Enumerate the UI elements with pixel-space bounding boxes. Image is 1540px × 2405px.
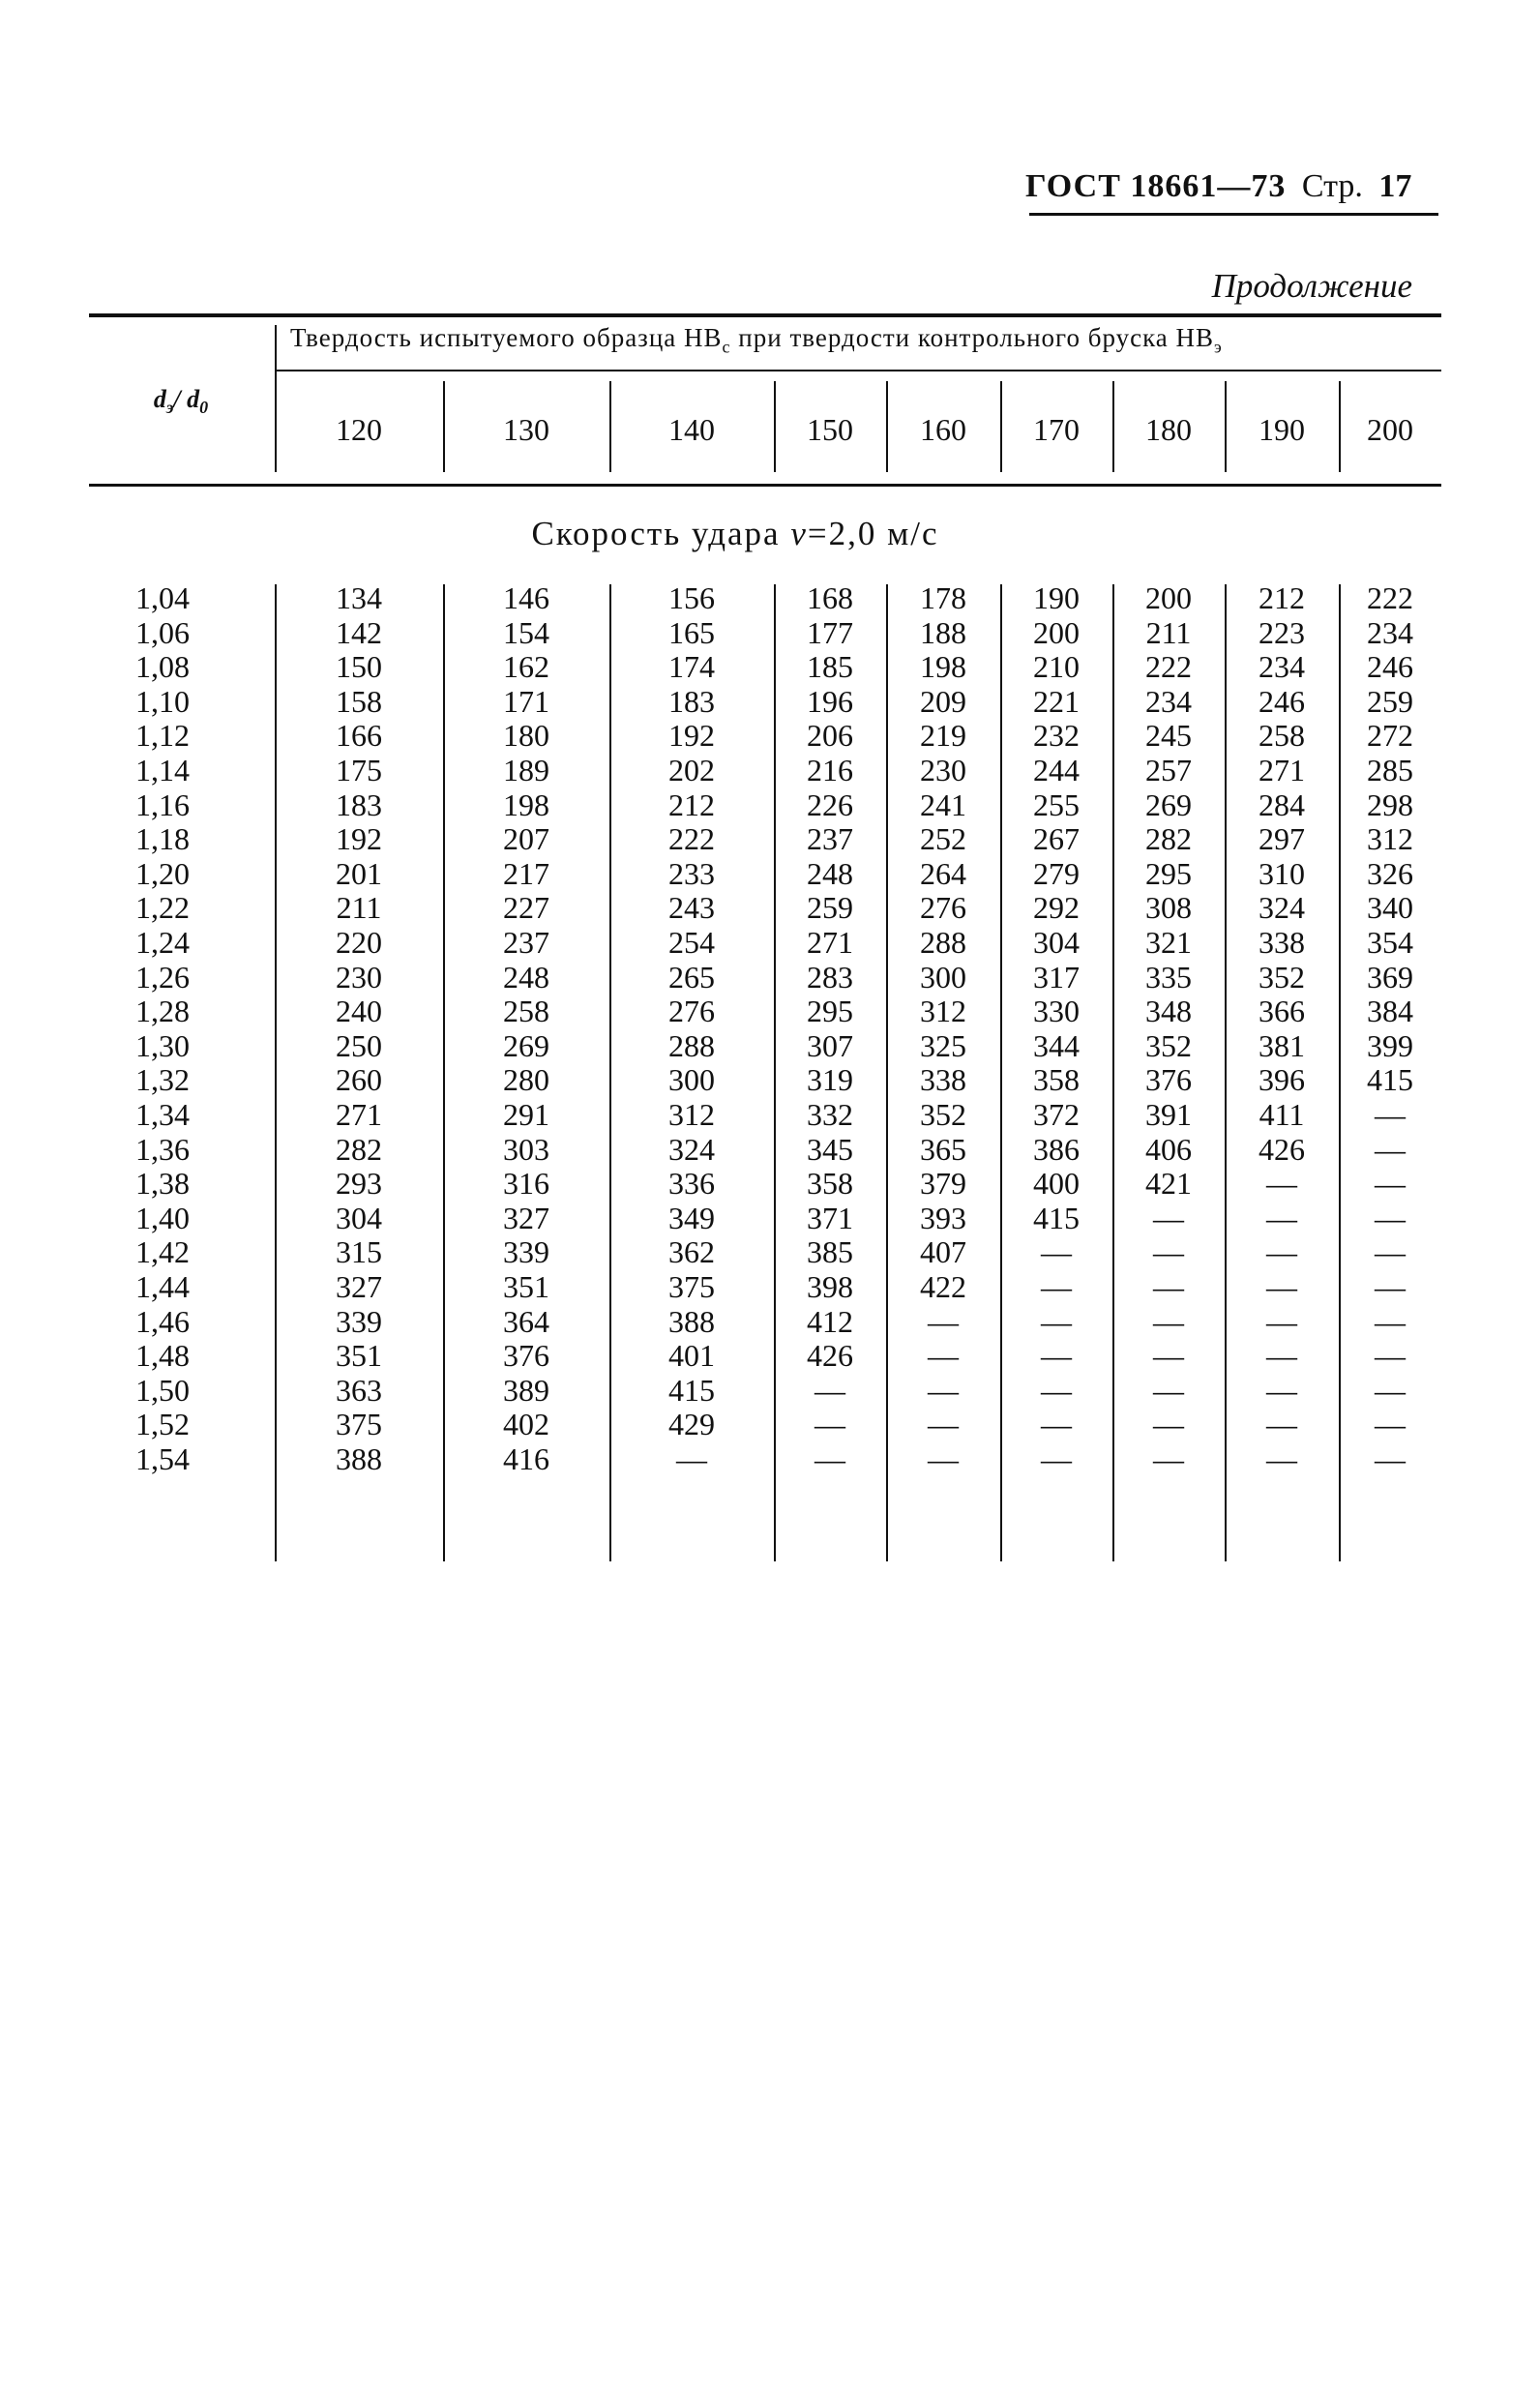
continuation-label: Продолжение [1211, 267, 1412, 305]
table-cell: 134 [336, 580, 382, 615]
table-cell: 166 [336, 718, 382, 754]
table-cell: — [1041, 1269, 1072, 1304]
table-cell: 258 [503, 994, 549, 1029]
table-cell: 217 [503, 855, 549, 891]
table-cell: 280 [503, 1062, 549, 1098]
table-cell: — [1153, 1200, 1184, 1235]
table-cell: 304 [336, 1200, 382, 1235]
table-cell: 352 [920, 1097, 966, 1132]
table-cell: 233 [668, 855, 715, 891]
table-cell: 422 [920, 1269, 966, 1304]
table-cell: — [676, 1441, 707, 1476]
table-cell: — [1375, 1269, 1406, 1304]
table-cell: 335 [1145, 959, 1192, 995]
table-cell: 192 [668, 718, 715, 754]
table-cell: 269 [503, 1027, 549, 1063]
table-cell: 196 [807, 683, 853, 719]
row-label: 1,16 [135, 787, 190, 822]
table-cell: 407 [920, 1234, 966, 1270]
table-cell: 351 [503, 1269, 549, 1304]
table-cell: 400 [1033, 1166, 1080, 1202]
header-divider [275, 325, 277, 472]
row-label: 1,08 [135, 649, 190, 685]
table-cell: 348 [1145, 994, 1192, 1029]
table-cell: 399 [1367, 1027, 1413, 1063]
table-cell: 307 [807, 1027, 853, 1063]
table-top-rule [89, 313, 1441, 317]
table-cell: 271 [1259, 753, 1305, 787]
table-cell: — [1375, 1303, 1406, 1339]
table-cell: 168 [807, 580, 853, 615]
table-cell: 240 [336, 994, 382, 1029]
table-cell: 324 [1259, 890, 1305, 926]
page-header [1025, 163, 1441, 211]
table-cell: 257 [1145, 753, 1192, 787]
table-cell: — [1375, 1097, 1406, 1132]
table-cell: 219 [920, 718, 966, 754]
table-cell: — [1153, 1234, 1184, 1270]
page-number: 17 [1378, 168, 1412, 204]
table-cell: 200 [1145, 580, 1192, 615]
table-cell: 293 [336, 1166, 382, 1202]
table-cell: 230 [336, 959, 382, 995]
table-cell: 162 [503, 649, 549, 685]
table-cell: — [1266, 1234, 1297, 1270]
table-cell: 332 [807, 1097, 853, 1132]
row-header: $d_э/$ $d_0$ [153, 385, 209, 418]
table-cell: 202 [668, 753, 715, 787]
table-cell: 366 [1259, 994, 1305, 1029]
page-label: Стр. [1301, 168, 1363, 204]
table-cell: 354 [1367, 925, 1413, 960]
table-cell: — [1041, 1372, 1072, 1408]
table-cell: 212 [1259, 580, 1305, 615]
row-label: 1,50 [135, 1372, 190, 1408]
table-cell: 312 [920, 994, 966, 1029]
table-cell: 154 [503, 614, 549, 650]
table-cell: 241 [920, 787, 966, 822]
table-cell: 321 [1145, 925, 1192, 960]
table-cell: 300 [920, 959, 966, 995]
table-cell: 189 [503, 753, 549, 787]
row-label: 1,48 [135, 1338, 190, 1374]
row-label: 1,42 [135, 1234, 190, 1270]
table-cell: 198 [920, 649, 966, 685]
group-header-rule [275, 370, 1441, 371]
table-cell: 426 [807, 1338, 853, 1374]
table-cell: 209 [920, 683, 966, 719]
table-cell: 192 [336, 821, 382, 857]
table-cell: 364 [503, 1303, 549, 1339]
table-cell: 351 [336, 1338, 382, 1374]
header-divider [1225, 381, 1227, 472]
table-cell: 259 [807, 890, 853, 926]
table-cell: 211 [336, 890, 382, 926]
table-cell: 142 [336, 614, 382, 650]
table-cell: 358 [1033, 1062, 1080, 1098]
table-cell: 393 [920, 1200, 966, 1235]
row-label: 1,12 [135, 718, 190, 754]
table-cell: 201 [336, 855, 382, 891]
table-cell: — [814, 1441, 845, 1476]
table-cell: 223 [1259, 614, 1305, 650]
table-cell: 291 [503, 1097, 549, 1132]
table-cell: 279 [1033, 855, 1080, 891]
table-cell: 421 [1145, 1166, 1192, 1202]
table-cell: 379 [920, 1166, 966, 1202]
table-cell: 272 [1367, 718, 1413, 754]
table-cell: 198 [503, 787, 549, 822]
column-header: 120 [336, 412, 382, 447]
row-label: 1,18 [135, 821, 190, 857]
table-cell: 212 [668, 787, 715, 822]
table-cell: 271 [336, 1097, 382, 1132]
table-cell: 246 [1367, 649, 1413, 685]
table-cell: 269 [1145, 787, 1192, 822]
table-cell: 352 [1145, 1027, 1192, 1063]
table-cell: 265 [668, 959, 715, 995]
table-cell: 327 [503, 1200, 549, 1235]
table-cell: — [928, 1303, 959, 1339]
table-cell: 188 [920, 614, 966, 650]
table-cell: 300 [668, 1062, 715, 1098]
table-cell: 250 [336, 1027, 382, 1063]
column-header: 200 [1367, 412, 1413, 447]
table-cell: 388 [336, 1441, 382, 1476]
table-cell: — [1266, 1166, 1297, 1202]
table-cell: 303 [503, 1131, 549, 1167]
table-cell: 308 [1145, 890, 1192, 926]
table-cell: 315 [336, 1234, 382, 1270]
table-cell: 282 [336, 1131, 382, 1167]
table-cell: 376 [503, 1338, 549, 1374]
table-cell: 248 [503, 959, 549, 995]
table-cell: — [1266, 1441, 1297, 1476]
table-cell: 237 [807, 821, 853, 857]
table-cell: 165 [668, 614, 715, 650]
table-cell: 304 [1033, 925, 1080, 960]
row-label: 1,38 [135, 1166, 190, 1202]
table-cell: — [1375, 1407, 1406, 1442]
table-cell: — [1041, 1338, 1072, 1374]
table-cell: 338 [1259, 925, 1305, 960]
table-cell: 254 [668, 925, 715, 960]
table-cell: 292 [1033, 890, 1080, 926]
row-label: 1,52 [135, 1407, 190, 1442]
table-cell: 295 [1145, 855, 1192, 891]
table-cell: 336 [668, 1166, 715, 1202]
table-cell: — [1153, 1269, 1184, 1304]
table-cell: — [928, 1407, 959, 1442]
column-header: 170 [1033, 412, 1080, 447]
table-cell: 391 [1145, 1097, 1192, 1132]
header-divider [1339, 381, 1341, 472]
table-cell: 372 [1033, 1097, 1080, 1132]
table-cell: 260 [336, 1062, 382, 1098]
table-cell: 317 [1033, 959, 1080, 995]
header-divider [443, 381, 445, 472]
column-header: 160 [920, 412, 966, 447]
table-cell: 312 [1367, 821, 1413, 857]
table-cell: 171 [503, 683, 549, 719]
table-cell: — [1266, 1407, 1297, 1442]
table-cell: 298 [1367, 787, 1413, 822]
table-cell: 221 [1033, 683, 1080, 719]
column-group-header: Твердость испытуемого образца $HB_c$ при твердости контрольного бруска $HB_э$ [290, 323, 1223, 357]
table-cell: — [1375, 1372, 1406, 1408]
table-cell: 227 [503, 890, 549, 926]
table-cell: 220 [336, 925, 382, 960]
table-cell: 415 [668, 1372, 715, 1408]
table-cell: 426 [1259, 1131, 1305, 1167]
table-cell: — [1153, 1303, 1184, 1339]
table-cell: 234 [1259, 649, 1305, 685]
table-cell: 234 [1145, 683, 1192, 719]
header-divider [1000, 381, 1002, 472]
table-cell: 271 [807, 925, 853, 960]
header-divider [609, 381, 611, 472]
table-cell: 190 [1033, 580, 1080, 615]
table-cell: — [1375, 1200, 1406, 1235]
table-cell: — [1041, 1441, 1072, 1476]
table-cell: — [1266, 1269, 1297, 1304]
table-cell: 222 [1145, 649, 1192, 685]
table-cell: 248 [807, 855, 853, 891]
row-label: 1,04 [135, 580, 190, 615]
table-cell: — [928, 1441, 959, 1476]
table-cell: — [1375, 1131, 1406, 1167]
table-cell: 246 [1259, 683, 1305, 719]
row-label: 1,26 [135, 959, 190, 995]
table-cell: 146 [503, 580, 549, 615]
table-cell: — [1375, 1441, 1406, 1476]
table-cell: 285 [1367, 753, 1413, 787]
table-cell: 389 [503, 1372, 549, 1408]
table-cell: 210 [1033, 649, 1080, 685]
table-cell: 232 [1033, 718, 1080, 754]
table-cell: 352 [1259, 959, 1305, 995]
column-header: 180 [1145, 412, 1192, 447]
row-label: 1,10 [135, 683, 190, 719]
table-cell: 276 [668, 994, 715, 1029]
table-cell: 183 [336, 787, 382, 822]
table-cell: — [928, 1372, 959, 1408]
table-cell: 158 [336, 683, 382, 719]
table-cell: 398 [807, 1269, 853, 1304]
table-cell: — [1153, 1407, 1184, 1442]
table-cell: 211 [1145, 614, 1192, 650]
table-cell: 222 [1367, 580, 1413, 615]
table-cell: 230 [920, 753, 966, 787]
table-cell: 402 [503, 1407, 549, 1442]
table-cell: 288 [668, 1027, 715, 1063]
table-cell: 349 [668, 1200, 715, 1235]
table-cell: 177 [807, 614, 853, 650]
table-cell: — [814, 1372, 845, 1408]
table-cell: — [1266, 1200, 1297, 1235]
table-cell: 365 [920, 1131, 966, 1167]
row-label: 1,44 [135, 1269, 190, 1304]
table-cell: 200 [1033, 614, 1080, 650]
table-cell: — [1266, 1338, 1297, 1374]
header-divider [886, 381, 888, 472]
section-title: Скорость удара v=2,0 м/с [531, 515, 939, 552]
row-label: 1,36 [135, 1131, 190, 1167]
header-rule [1029, 213, 1438, 216]
table-cell: 339 [503, 1234, 549, 1270]
row-label: 1,54 [135, 1441, 190, 1476]
table-cell: 295 [807, 994, 853, 1029]
table-cell: 206 [807, 718, 853, 754]
table-cell: — [1375, 1338, 1406, 1374]
table-cell: 330 [1033, 994, 1080, 1029]
table-cell: 222 [668, 821, 715, 857]
table-cell: 412 [807, 1303, 853, 1339]
table-cell: 363 [336, 1372, 382, 1408]
table-cell: 344 [1033, 1027, 1080, 1063]
row-label: 1,14 [135, 753, 190, 787]
table-cell: 339 [336, 1303, 382, 1339]
table-cell: 338 [920, 1062, 966, 1098]
row-label: 1,22 [135, 890, 190, 926]
table-cell: 381 [1259, 1027, 1305, 1063]
table-cell: 415 [1367, 1062, 1413, 1098]
table-cell: — [1041, 1234, 1072, 1270]
table-cell: 369 [1367, 959, 1413, 995]
table-cell: 243 [668, 890, 715, 926]
table-cell: 150 [336, 649, 382, 685]
table-cell: 416 [503, 1441, 549, 1476]
table-cell: — [1153, 1338, 1184, 1374]
header-bottom-rule [89, 484, 1441, 487]
table-cell: 384 [1367, 994, 1413, 1029]
table-cell: 396 [1259, 1062, 1305, 1098]
table-cell: — [1375, 1166, 1406, 1202]
table-cell: 319 [807, 1062, 853, 1098]
table-cell: 234 [1367, 614, 1413, 650]
table-cell: 310 [1259, 855, 1305, 891]
table-cell: 216 [807, 753, 853, 787]
row-label: 1,32 [135, 1062, 190, 1098]
column-header: 190 [1259, 412, 1305, 447]
table-cell: 327 [336, 1269, 382, 1304]
row-label: 1,40 [135, 1200, 190, 1235]
header-divider [1112, 381, 1114, 472]
column-header: 140 [668, 412, 715, 447]
document-number: ГОСТ 18661—73 [1025, 168, 1287, 204]
table-cell: 283 [807, 959, 853, 995]
table-cell: — [814, 1407, 845, 1442]
table-cell: 406 [1145, 1131, 1192, 1167]
table-cell: 411 [1259, 1097, 1305, 1132]
table-cell: 226 [807, 787, 853, 822]
table-cell: 371 [807, 1200, 853, 1235]
table-cell: — [1266, 1372, 1297, 1408]
table-cell: 375 [336, 1407, 382, 1442]
table-cell: 245 [1145, 718, 1192, 754]
table-cell: 386 [1033, 1131, 1080, 1167]
table-cell: 258 [1259, 718, 1305, 754]
row-label: 1,20 [135, 855, 190, 891]
row-label: 1,30 [135, 1027, 190, 1063]
table-cell: 183 [668, 683, 715, 719]
row-label: 1,46 [135, 1303, 190, 1339]
table-cell: 316 [503, 1166, 549, 1202]
table-cell: 282 [1145, 821, 1192, 857]
table-cell: — [928, 1338, 959, 1374]
table-cell: 358 [807, 1166, 853, 1202]
table-cell: 174 [668, 649, 715, 685]
table-cell: 375 [668, 1269, 715, 1304]
table-cell: — [1041, 1303, 1072, 1339]
table-cell: 297 [1259, 821, 1305, 857]
table-cell: 267 [1033, 821, 1080, 857]
table-cell: 312 [668, 1097, 715, 1132]
table-cell: 175 [336, 753, 382, 787]
table-cell: 252 [920, 821, 966, 857]
table-cell: 362 [668, 1234, 715, 1270]
table-cell: 178 [920, 580, 966, 615]
table-cell: — [1375, 1234, 1406, 1270]
table-cell: 288 [920, 925, 966, 960]
column-header: 150 [807, 412, 853, 447]
row-label: 1,34 [135, 1097, 190, 1132]
table-cell: — [1153, 1441, 1184, 1476]
table-cell: 180 [503, 718, 549, 754]
table-cell: 388 [668, 1303, 715, 1339]
column-header: 130 [503, 412, 549, 447]
table-cell: 284 [1259, 787, 1305, 822]
table-cell: 156 [668, 580, 715, 615]
table-cell: 264 [920, 855, 966, 891]
table-cell: — [1266, 1303, 1297, 1339]
table-cell: 385 [807, 1234, 853, 1270]
table-cell: 376 [1145, 1062, 1192, 1098]
table-cell: 244 [1033, 753, 1080, 787]
table-cell: 326 [1367, 855, 1413, 891]
table-cell: 324 [668, 1131, 715, 1167]
row-label: 1,28 [135, 994, 190, 1029]
table-cell: — [1153, 1372, 1184, 1408]
table-cell: 345 [807, 1131, 853, 1167]
header-divider [774, 381, 776, 472]
row-label: 1,24 [135, 925, 190, 960]
table-cell: 259 [1367, 683, 1413, 719]
table-cell: 415 [1033, 1200, 1080, 1235]
table-cell: 401 [668, 1338, 715, 1374]
table-cell: 325 [920, 1027, 966, 1063]
table-cell: 340 [1367, 890, 1413, 926]
table-cell: 237 [503, 925, 549, 960]
table-cell: 276 [920, 890, 966, 926]
table-cell: — [1041, 1407, 1072, 1442]
table-cell: 207 [503, 821, 549, 857]
table-cell: 429 [668, 1407, 715, 1442]
table-cell: 255 [1033, 787, 1080, 822]
table-cell: 185 [807, 649, 853, 685]
row-label: 1,06 [135, 614, 190, 650]
